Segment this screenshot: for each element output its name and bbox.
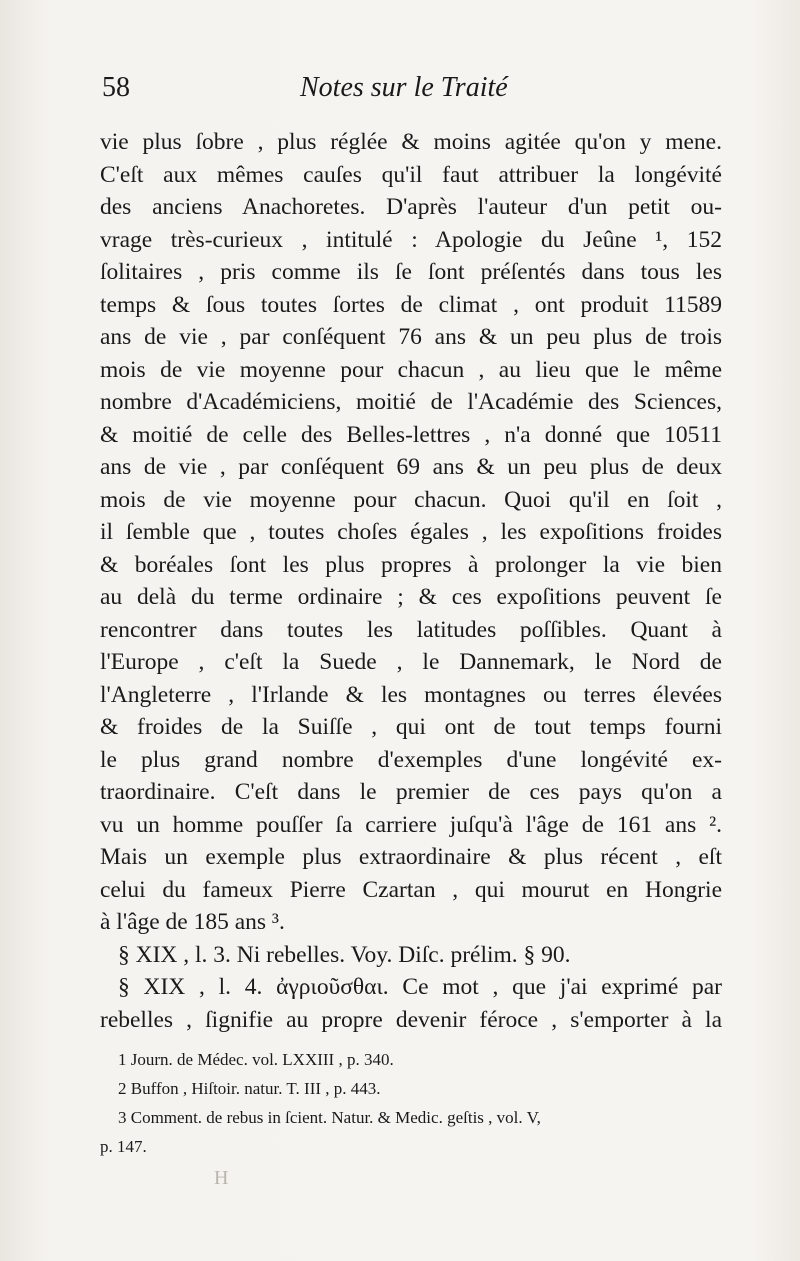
note-heading-line: § XIX , l. 3. Ni rebelles. Voy. Diſc. prélim. § 90. xyxy=(118,941,571,968)
text-line: & moitié de celle des Belles-lettres , n'a donné que 10511 xyxy=(100,421,722,448)
text-line: rebelles , ſignifie au propre devenir féroce , s'emporter à la xyxy=(100,1006,722,1033)
note-heading-line: § XIX , l. 4. ἀγριοῦσθαι. Ce mot , que j'ai exprimé par xyxy=(118,974,722,1000)
text-line: nombre d'Académiciens, moitié de l'Académie des Sciences, xyxy=(100,389,722,415)
text-line: ans de vie , par conſéquent 76 ans & un peu plus de trois xyxy=(100,324,722,350)
text-line: des anciens Anachoretes. D'après l'auteur d'un petit ou- xyxy=(100,194,722,220)
text-line: vie plus ſobre , plus réglée & moins agitée qu'on y mene. xyxy=(100,129,722,155)
text-line: ans de vie , par conſéquent 69 ans & un peu plus de deux xyxy=(100,454,722,480)
text-line: Mais un exemple plus extraordinaire & plus récent , eſt xyxy=(100,844,722,870)
text-line: temps & ſous toutes ſortes de climat , ont produit 11589 xyxy=(100,291,722,318)
text-line: C'eſt aux mêmes cauſes qu'il faut attribuer la longévité xyxy=(100,161,722,188)
text-line: l'Angleterre , l'Irlande & les montagnes ou terres élevées xyxy=(100,681,722,708)
text-line: & boréales ſont les plus propres à prolonger la vie bien xyxy=(100,551,722,578)
text-line: & froides de la Suiſſe , qui ont de tout temps fourni xyxy=(100,714,722,740)
footnote: 2 Buffon , Hiſtoir. natur. T. III , p. 443. xyxy=(118,1079,381,1098)
text-line: l'Europe , c'eſt la Suede , le Dannemark, le Nord de xyxy=(100,649,722,675)
text-line: mois de vie moyenne pour chacun. Quoi qu'il en ſoit , xyxy=(100,486,722,513)
text-line: à l'âge de 185 ans ³. xyxy=(100,909,285,935)
text-line: ſolitaires , pris comme ils ſe ſont préſentés dans tous les xyxy=(100,259,722,285)
text-line: celui du fameux Pierre Czartan , qui mourut en Hongrie xyxy=(100,876,722,903)
footnotes xyxy=(100,1045,722,1161)
page-number: 58 xyxy=(102,72,130,103)
text-line: vrage très-curieux , intitulé : Apologie du Jeûne ¹, 152 xyxy=(100,226,722,253)
text-line: le plus grand nombre d'exemples d'une longévité ex- xyxy=(100,746,722,773)
text-line: rencontrer dans toutes les latitudes poſſibles. Quant à xyxy=(100,616,722,643)
footnote: 1 Journ. de Médec. vol. LXXIII , p. 340. xyxy=(118,1050,394,1069)
running-title: Notes sur le Traité xyxy=(300,72,508,103)
page-header xyxy=(100,72,720,112)
footnote: 3 Comment. de rebus in ſcient. Natur. & Medic. geſtis , vol. V, xyxy=(118,1108,541,1127)
signature-mark: H xyxy=(214,1167,229,1189)
body-text xyxy=(100,126,722,1036)
text-line: il ſemble que , toutes choſes égales , les expoſitions froides xyxy=(100,519,722,545)
text-line: au delà du terme ordinaire ; & ces expoſitions peuvent ſe xyxy=(100,584,722,610)
text-line: mois de vie moyenne pour chacun , au lieu que le même xyxy=(100,356,722,383)
text-line: traordinaire. C'eſt dans le premier de ces pays qu'on a xyxy=(100,779,722,805)
footnote-continuation: p. 147. xyxy=(100,1137,147,1156)
text-line: vu un homme pouſſer ſa carriere juſqu'à l'âge de 161 ans ². xyxy=(100,811,722,838)
